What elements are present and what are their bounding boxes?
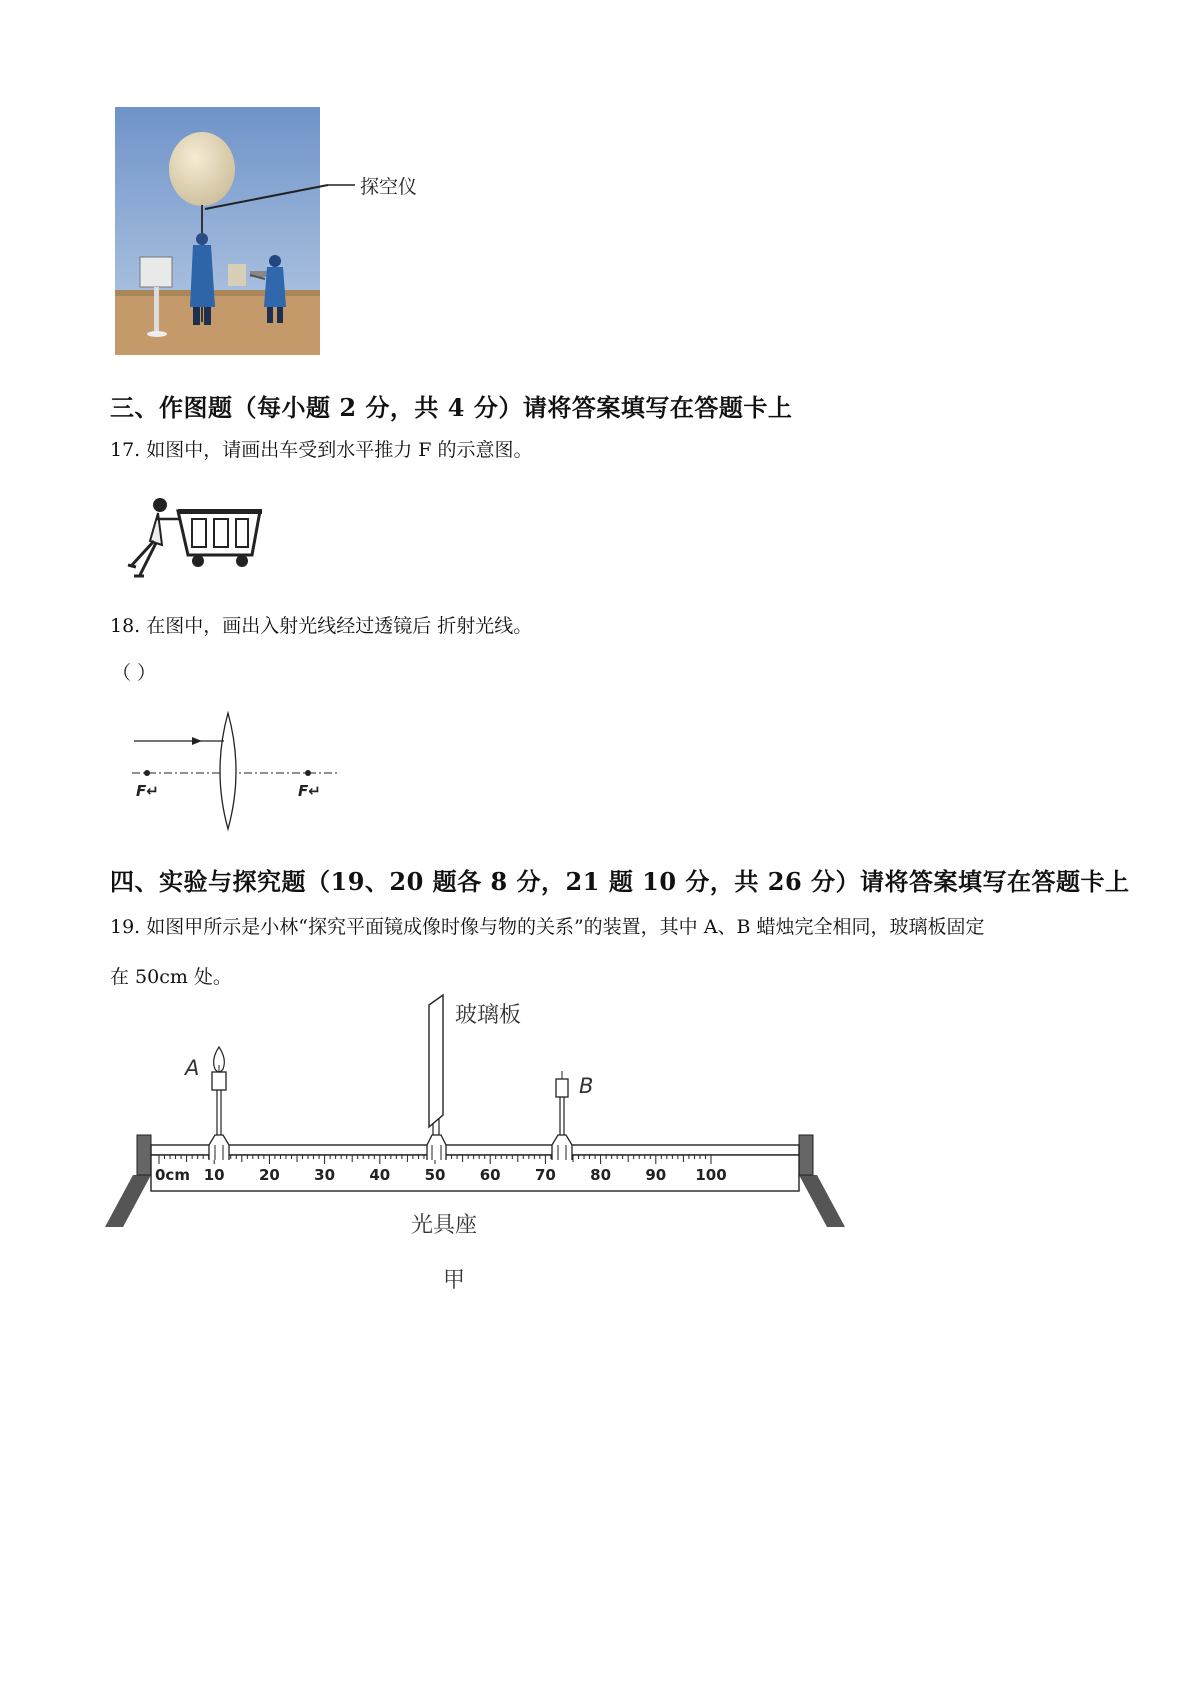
holder-b	[552, 1071, 572, 1160]
bench-leg-left	[105, 1175, 151, 1227]
person-pushing-cart-illustration	[110, 493, 270, 583]
candle-a	[212, 1072, 226, 1090]
bench-rail	[151, 1145, 799, 1155]
candle-b-label: B	[579, 1074, 594, 1098]
glass-plate-label: 玻璃板	[455, 1003, 522, 1028]
ruler-tick-label: 60	[479, 1166, 501, 1184]
ruler-tick-label: 50	[424, 1166, 446, 1184]
optical-bench-diagram	[105, 995, 855, 1295]
focal-point-left	[144, 770, 150, 776]
bench-leg-right	[799, 1175, 845, 1227]
candle-b	[556, 1079, 568, 1097]
figure-caption: 甲	[443, 1268, 466, 1293]
balloon-callout-label: 探空仪	[360, 176, 418, 198]
ruler-tick-label: 90	[645, 1166, 667, 1184]
ruler-tick-label: 20	[258, 1166, 280, 1184]
lens	[220, 713, 236, 829]
bench-end-right	[799, 1135, 813, 1175]
candle-a-label: A	[185, 1056, 200, 1080]
section3-heading: 三、作图题（每小题 2 分，共 4 分）请将答案填写在答题卡上	[110, 393, 793, 422]
ruler-tick-label: 30	[314, 1166, 336, 1184]
question-18-answer-blank: （ ）	[112, 662, 157, 684]
balloon-photo	[110, 107, 418, 355]
question-19-line1: 19. 如图甲所示是小林“探究平面镜成像时像与物的关系”的装置，其中 A、B 蜡烛完全相同，玻璃板固定	[110, 916, 985, 938]
section4-heading: 四、实验与探究题（19、20 题各 8 分，21 题 10 分，共 26 分）请将答案填写在答题卡上	[110, 867, 1130, 896]
balloon-photo-figure	[110, 107, 418, 355]
ruler-scale-start: 0cm	[155, 1166, 190, 1184]
ruler-tick-label: 10	[203, 1166, 225, 1184]
ruler-tick-label: 70	[534, 1166, 556, 1184]
bench-label: 光具座	[411, 1213, 478, 1238]
question-18-text: 18. 在图中，画出入射光线经过透镜后 折射光线。	[110, 615, 533, 637]
ruler-tick-label: 80	[590, 1166, 612, 1184]
optical-bench-figure	[105, 995, 855, 1295]
focal-point-right	[305, 770, 311, 776]
focus-label-right: F↵	[298, 782, 321, 800]
ruler-tick-label: 100	[695, 1166, 727, 1184]
cart-push-figure	[110, 493, 270, 583]
ray-arrow-icon	[192, 737, 202, 745]
question-17-text: 17. 如图中，请画出车受到水平推力 F 的示意图。	[110, 439, 533, 461]
bench-end-left	[137, 1135, 151, 1175]
holder-a	[209, 1047, 229, 1160]
focus-label-left: F↵	[136, 782, 159, 800]
glass-plate	[427, 995, 446, 1160]
convex-lens-diagram	[120, 705, 350, 835]
lens-figure	[120, 705, 350, 835]
question-19-line2: 在 50cm 处。	[110, 966, 232, 988]
ruler-tick-label: 40	[369, 1166, 391, 1184]
